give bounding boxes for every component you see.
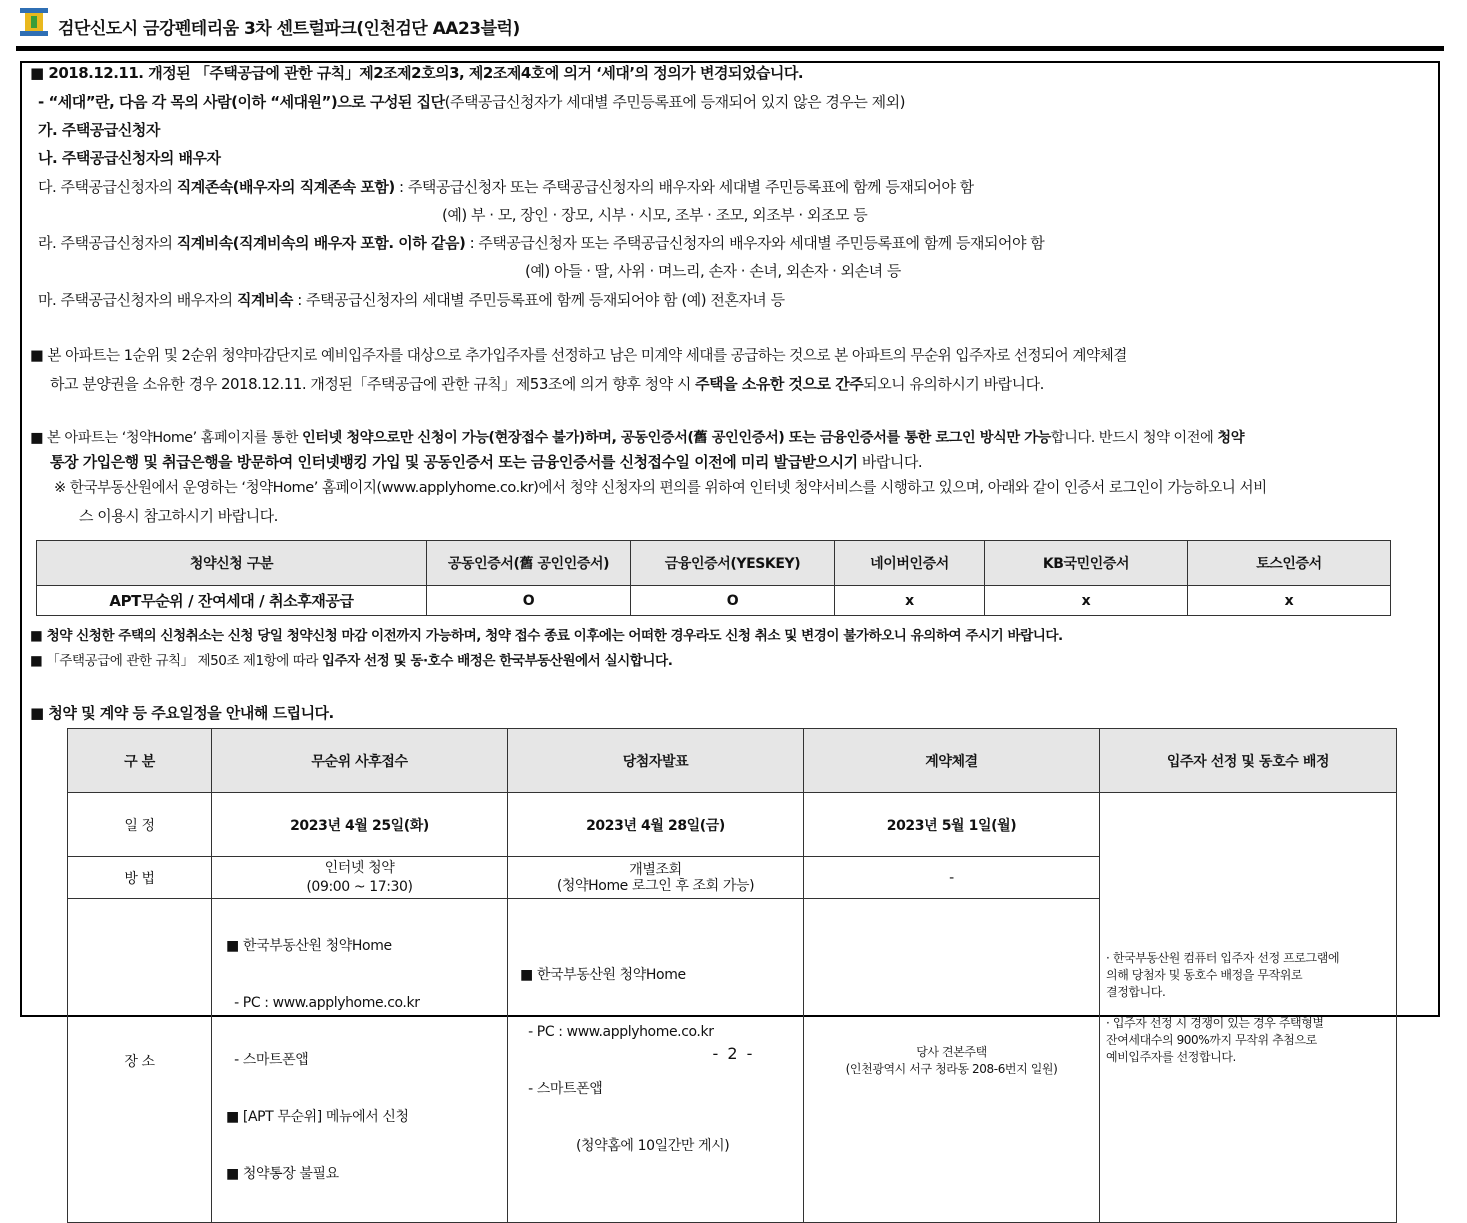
logo-icon <box>20 8 48 36</box>
row-label-method: 방 법 <box>68 857 212 899</box>
row-label-place: 장 소 <box>68 899 212 1223</box>
assignment-note-line: 잔여세대수의 900%까지 무작위 추첨으로 <box>1106 1032 1317 1047</box>
table-cell: APT무순위 / 잔여세대 / 취소후재공급 <box>37 586 427 616</box>
place-line: (인천광역시 서구 청라동 208-6번지 일원) <box>845 1061 1058 1076</box>
place-line: ■ 청약통장 불필요 <box>226 1166 339 1182</box>
table-header-cell: 청약신청 구분 <box>37 541 427 586</box>
table-cell: O <box>427 586 631 616</box>
place-line: 당사 견본주택 <box>916 1044 987 1059</box>
table-cell: 2023년 5월 1일(월) <box>804 793 1100 857</box>
certificate-table-header <box>37 541 1391 586</box>
cancellation-notice: ■ 청약 신청한 주택의 신청취소는 신청 당일 청약신청 마감 이전까지 가능하며, 청약 접수 종료 이후에는 어떠한 경우라도 신청 취소 및 변경이 불가하오니 유의하여 주시기 바랍니다. <box>30 628 1063 644</box>
member-item-da: 다. 주택공급신청자의 직계존속(배우자의 직계존속 포함) : 주택공급신청자 또는 주택공급신청자의 배우자와 세대별 주민등록표에 함께 등재되어야 함 <box>38 178 974 196</box>
member-item-ga: 가. 주택공급신청자 <box>38 121 160 139</box>
place-line: (청약홈에 10일간만 게시) <box>576 1137 730 1154</box>
table-header-cell: 당첨자발표 <box>508 729 804 793</box>
schedule-table-header <box>68 729 1397 793</box>
page-number: - 2 - <box>712 1044 755 1063</box>
header-divider <box>16 46 1444 51</box>
table-cell: x <box>835 586 985 616</box>
table-cell: - <box>804 857 1100 899</box>
method-line: 개별조회 <box>629 861 682 878</box>
place-line: - 스마트폰앱 <box>226 1052 309 1068</box>
table-cell <box>508 857 804 899</box>
member-item-ra-example: (예) 아들 · 딸, 사위 · 며느리, 손자 · 손녀, 외손자 · 외손녀 등 <box>525 262 901 280</box>
table-row <box>68 793 1397 857</box>
member-item-na: 나. 주택공급신청자의 배우자 <box>38 149 221 167</box>
member-item-da-example: (예) 부 · 모, 장인 · 장모, 시부 · 시모, 조부 · 조모, 외조부 · 외조모 등 <box>442 206 868 224</box>
page-header <box>18 6 1444 44</box>
ownership-notice-line-2: 하고 분양권을 소유한 경우 2018.12.11. 개정된「주택공급에 관한 규칙」제53조에 의거 향후 청약 시 주택을 소유한 것으로 간주되오니 유의하시기 바랍니다. <box>50 375 1044 393</box>
method-line: (청약Home 로그인 후 조회 가능) <box>556 877 755 894</box>
table-row <box>37 586 1391 616</box>
place-line: ■ 한국부동산원 청약Home <box>520 966 686 983</box>
schedule-table <box>67 728 1397 1223</box>
table-cell <box>212 857 508 899</box>
applyhome-notice-line-1: ※ 한국부동산원에서 운영하는 ‘청약Home’ 홈페이지(www.applyhome.co.kr)에서 청약 신청자의 편의를 위하여 인터넷 청약서비스를 시행하고 있으며, 아래와 같이 인증서 로그인이 가능하오니 서비 <box>54 479 1267 496</box>
member-item-ra: 라. 주택공급신청자의 직계비속(직계비속의 배우자 포함. 이하 같음) : 주택공급신청자 또는 주택공급신청자의 배우자와 세대별 주민등록표에 함께 등재되어야 함 <box>38 234 1045 252</box>
table-cell: 2023년 4월 28일(금) <box>508 793 804 857</box>
table-header-cell: 구 분 <box>68 729 212 793</box>
table-header-cell: 무순위 사후접수 <box>212 729 508 793</box>
assignment-note-line: · 입주자 선정 시 경쟁이 있는 경우 주택형별 <box>1106 1015 1324 1030</box>
internet-application-notice-line-2: 통장 가입은행 및 취급은행을 방문하여 인터넷뱅킹 가입 및 공동인증서 또는 금융인증서를 신청접수일 이전에 미리 발급받으시기 바랍니다. <box>50 453 923 471</box>
table-header-cell: 공동인증서(舊 공인인증서) <box>427 541 631 586</box>
household-definition-heading: ■ 2018.12.11. 개정된 「주택공급에 관한 규칙」제2조제2호의3, 제2조제4호에 의거 ‘세대’의 정의가 변경되었습니다. <box>30 64 804 82</box>
table-header-cell: 네이버인증서 <box>835 541 985 586</box>
place-line: - 스마트폰앱 <box>520 1080 603 1097</box>
table-cell: x <box>985 586 1188 616</box>
household-definition-line: - “세대”란, 다음 각 목의 사람(이하 “세대원”)으로 구성된 집단(주택공급신청자가 세대별 주민등록표에 등재되어 있지 않은 경우는 제외) <box>38 93 905 111</box>
place-line: - PC : www.applyhome.co.kr <box>226 995 420 1011</box>
member-item-ma: 마. 주택공급신청자의 배우자의 직계비속 : 주택공급신청자의 세대별 주민등록표에 함께 등재되어야 함 (예) 전혼자녀 등 <box>38 291 785 309</box>
table-header-cell: 계약체결 <box>804 729 1100 793</box>
applyhome-notice-line-2: 스 이용시 참고하시기 바랍니다. <box>79 507 278 525</box>
row-label-date: 일 정 <box>68 793 212 857</box>
table-header-cell: 입주자 선정 및 동호수 배정 <box>1100 729 1397 793</box>
document-title: 검단신도시 금강펜테리움 3차 센트럴파크(인천검단 AA23블럭) <box>58 19 520 39</box>
assignment-note-line: 결정합니다. <box>1106 984 1166 999</box>
table-header-cell: 금융인증서(YESKEY) <box>631 541 835 586</box>
table-cell: 2023년 4월 25일(화) <box>212 793 508 857</box>
table-cell: x <box>1188 586 1391 616</box>
internet-application-notice-line-1: ■ 본 아파트는 ‘청약Home’ 홈페이지를 통한 인터넷 청약으로만 신청이 가능(현장접수 불가)하며, 공동인증서(舊 공인인증서) 또는 금융인증서를 통한 로그인 방식만 가능합니다. 반드시 청약 이전에 청약 <box>30 430 1245 446</box>
certificate-table <box>36 540 1391 616</box>
assignment-note-line: 예비입주자를 선정합니다. <box>1106 1049 1236 1064</box>
assignment-note-line: 의해 당첨자 및 동호수 배정을 무작위로 <box>1106 967 1303 982</box>
method-line: (09:00 ~ 17:30) <box>306 878 413 895</box>
table-header-cell: 토스인증서 <box>1188 541 1391 586</box>
place-line: - PC : www.applyhome.co.kr <box>520 1023 714 1040</box>
method-line: 인터넷 청약 <box>324 859 395 876</box>
assignment-note-line: · 한국부동산원 컴퓨터 입주자 선정 프로그램에 <box>1106 950 1340 965</box>
table-cell: O <box>631 586 835 616</box>
place-line: ■ [APT 무순위] 메뉴에서 신청 <box>226 1109 409 1125</box>
assignment-cell <box>1100 793 1397 1223</box>
table-header-cell: KB국민인증서 <box>985 541 1188 586</box>
place-line: ■ 한국부동산원 청약Home <box>226 938 392 954</box>
selection-notice: ■ 「주택공급에 관한 규칙」 제50조 제1항에 따라 입주자 선정 및 동·호수 배정은 한국부동산원에서 실시합니다. <box>30 653 673 669</box>
ownership-notice-line-1: ■ 본 아파트는 1순위 및 2순위 청약마감단지로 예비입주자를 대상으로 추가입주자를 선정하고 남은 미계약 세대를 공급하는 것으로 본 아파트의 무순위 입주자로 선정되어 계약체결 <box>30 347 1127 364</box>
schedule-heading: ■ 청약 및 계약 등 주요일정을 안내해 드립니다. <box>30 704 334 722</box>
